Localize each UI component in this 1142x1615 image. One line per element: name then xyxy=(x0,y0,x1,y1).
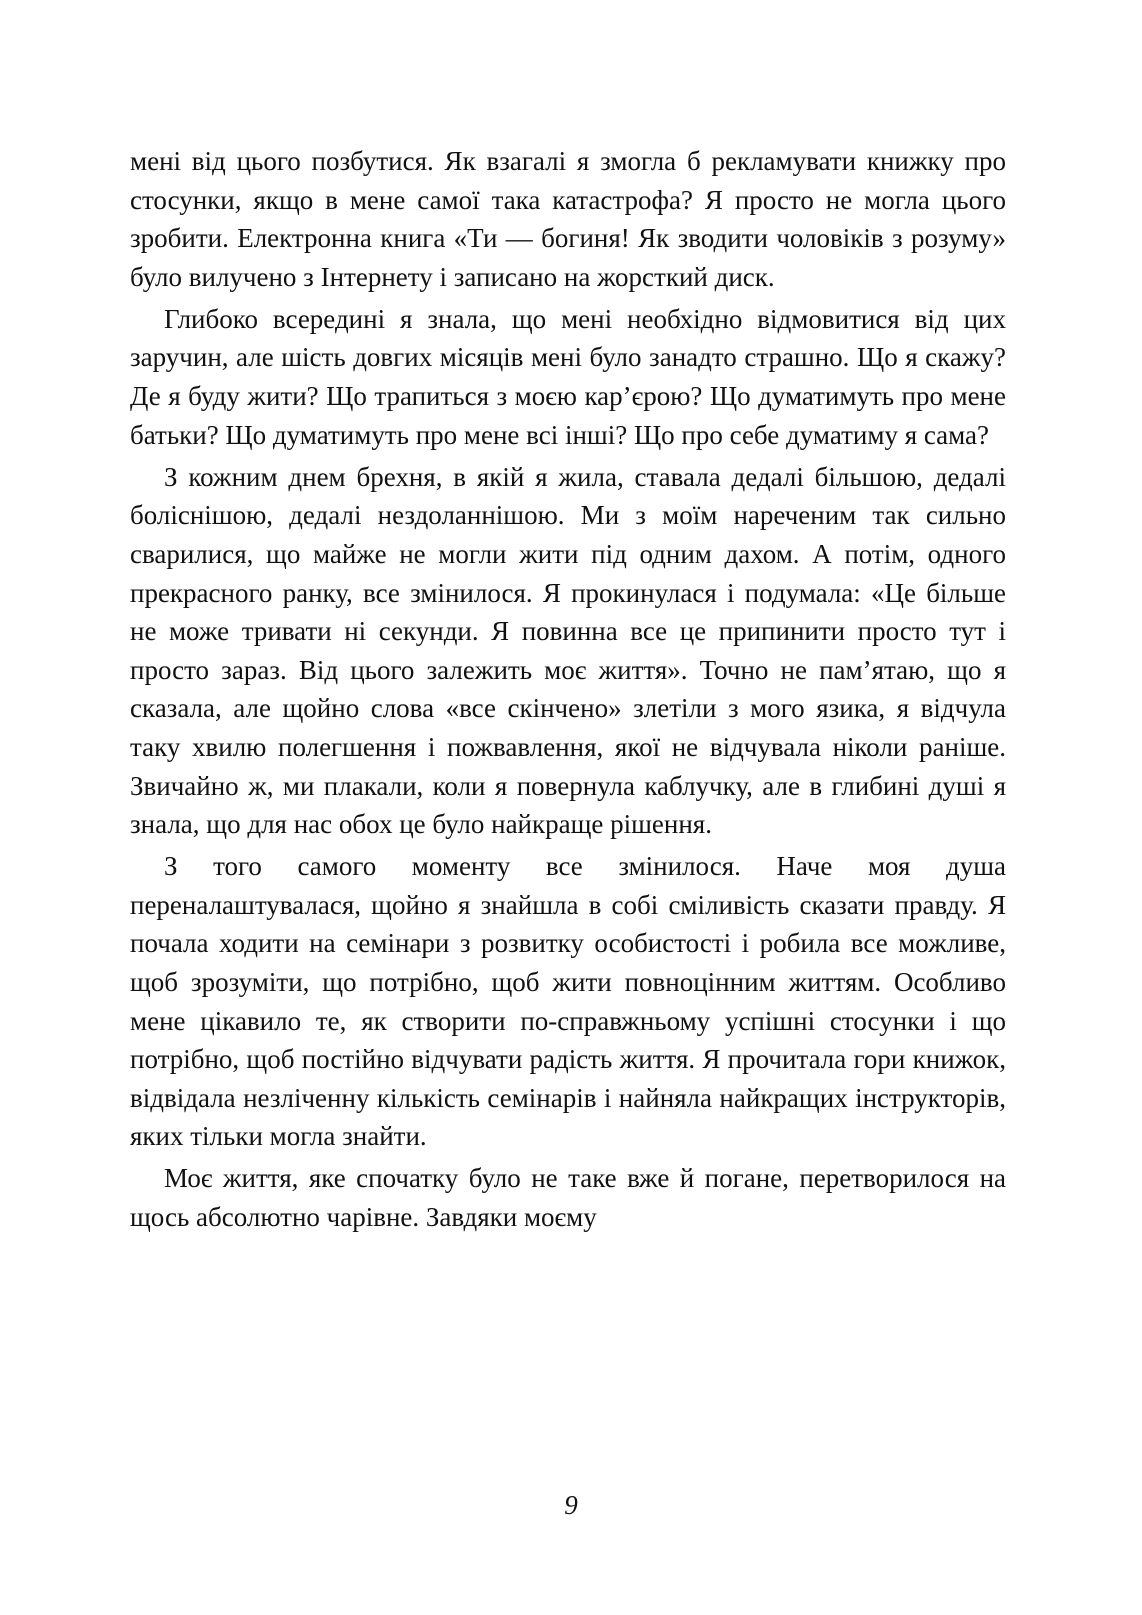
paragraph-3: З кожним днем брехня, в якій я жила, ставала дедалі більшою, дедалі боліснішою, дедалі нездоланнішою. Ми з моїм нареченим так сильно сварилися, що майже не могли жити під одним дахом. А потім, одного прекрасного ранку, все змінилося. Я прокинулася і подумала: «Це більше не може тривати ні секунди. Я повинна все це припинити просто тут і просто зараз. Від цього залежить моє життя». Точно не пам’ятаю, що я сказала, але щойно слова «все скінчено» злетіли з мого язика, я відчула таку хвилю полегшення і пожвавлення, якої не відчувала ніколи раніше. Звичайно ж, ми плакали, коли я повернула каблучку, але в глибині душі я знала, що для нас обох це було найкраще рішення. xyxy=(130,461,1006,840)
page-number: 9 xyxy=(564,1490,578,1520)
paragraph-2: Глибоко всередині я знала, що мені необхідно відмовитися від цих заручин, але шість довгих місяців мені було занадто страшно. Що я скажу? Де я буду жити? Що трапиться з моєю кар’єрою? Що думатимуть про мене батьки? Що думатимуть про мене всі інші? Що про себе думатиму я сама? xyxy=(130,303,1006,450)
paragraph-1: мені від цього позбутися. Як взагалі я змогла б рекламувати книжку про стосунки, якщо в мене самої така катастрофа? Я просто не могла цього зробити. Електронна книга «Ти — богиня! Як зводити чоловіків з розуму» було вилучено з Інтернету і записано на жорсткий диск. xyxy=(130,146,1006,292)
paragraph-5: Моє життя, яке спочатку було не таке вже й погане, перетворилося на щось абсолютно чарівне. Завдяки моєму xyxy=(130,1163,1006,1233)
paragraph-4: З того самого моменту все змінилося. Наче моя душа переналаштувалася, щойно я знайшла в собі сміливість сказати правду. Я почала ходити на семінари з розвитку особистості і робила все можливе, щоб зрозуміти, що потрібно, щоб жити повноцінним життям. Особливо мене цікавило те, як створити по-справжньому успішні стосунки і що потрібно, щоб постійно відчувати радість життя. Я прочитала гори книжок, відвідала незліченну кількість семінарів і найняла найкращих інструкторів, яких тільки могла знайти. xyxy=(130,851,1006,1152)
page-body xyxy=(130,142,1006,1240)
